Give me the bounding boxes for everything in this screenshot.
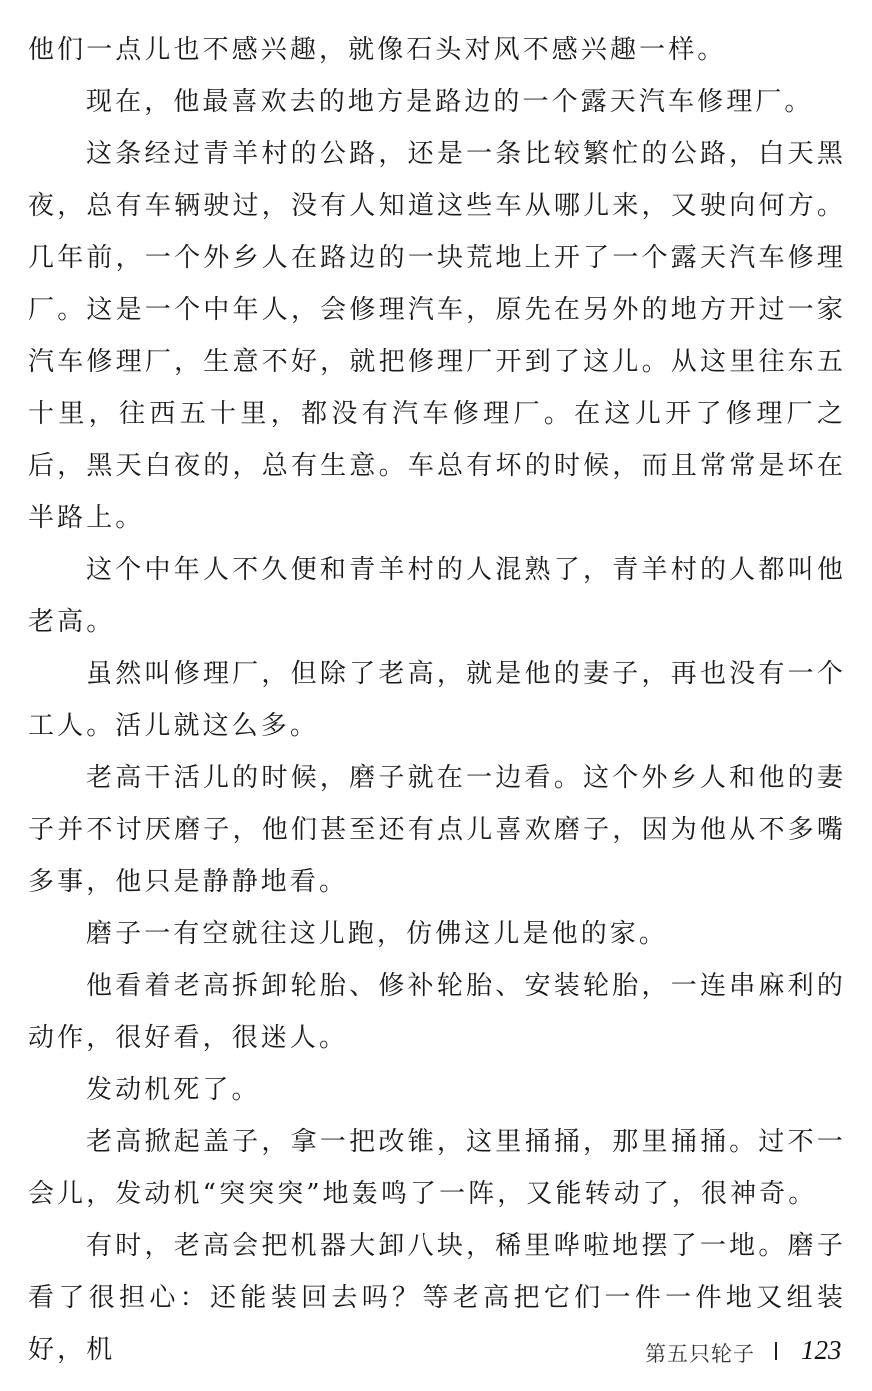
paragraph: 现在，他最喜欢去的地方是路边的一个露天汽车修理厂。 <box>86 87 814 117</box>
footer-divider <box>775 1342 777 1360</box>
paragraph: 他看着老高拆卸轮胎、修补轮胎、安装轮胎，一连串麻利的动作，很好看，很迷人。 <box>28 971 846 1053</box>
paragraph: 虽然叫修理厂，但除了老高，就是他的妻子，再也没有一个工人。活儿就这么多。 <box>28 659 846 741</box>
page-number: 123 <box>801 1335 842 1365</box>
paragraph: 这个中年人不久便和青羊村的人混熟了，青羊村的人都叫他老高。 <box>28 555 846 637</box>
chapter-title: 第五只轮子 <box>645 1342 755 1366</box>
page-footer <box>0 1334 872 1370</box>
paragraph: 磨子一有空就往这儿跑，仿佛这儿是他的家。 <box>86 919 669 949</box>
paragraph: 这条经过青羊村的公路，还是一条比较繁忙的公路，白天黑夜，总有车辆驶过，没有人知道这些车从哪儿来，又驶向何方。几年前，一个外乡人在路边的一块荒地上开了一个露天汽车修理厂。这是一个中年人，会修理汽车，原先在另外的地方开过一家汽车修理厂，生意不好，就把修理厂开到了这儿。从这里往东五十里，往西五十里，都没有汽车修理厂。在这儿开了修理厂之后，黑天白夜的，总有生意。车总有坏的时候，而且常常是坏在半路上。 <box>28 139 846 533</box>
paragraph: 他们一点儿也不感兴趣，就像石头对风不感兴趣一样。 <box>28 35 727 65</box>
paragraph: 发动机死了。 <box>86 1075 261 1105</box>
paragraph: 有时，老高会把机器大卸八块，稀里哗啦地摆了一地。磨子看了很担心：还能装回去吗？等老高把它们一件一件地又组装好，机 <box>28 1231 846 1365</box>
page-body <box>28 24 846 1376</box>
paragraph: 老高掀起盖子，拿一把改锥，这里捅捅，那里捅捅。过不一会儿，发动机“突突突”地轰鸣了一阵，又能转动了，很神奇。 <box>28 1127 846 1209</box>
paragraph: 老高干活儿的时候，磨子就在一边看。这个外乡人和他的妻子并不讨厌磨子，他们甚至还有点儿喜欢磨子，因为他从不多嘴多事，他只是静静地看。 <box>28 763 846 897</box>
